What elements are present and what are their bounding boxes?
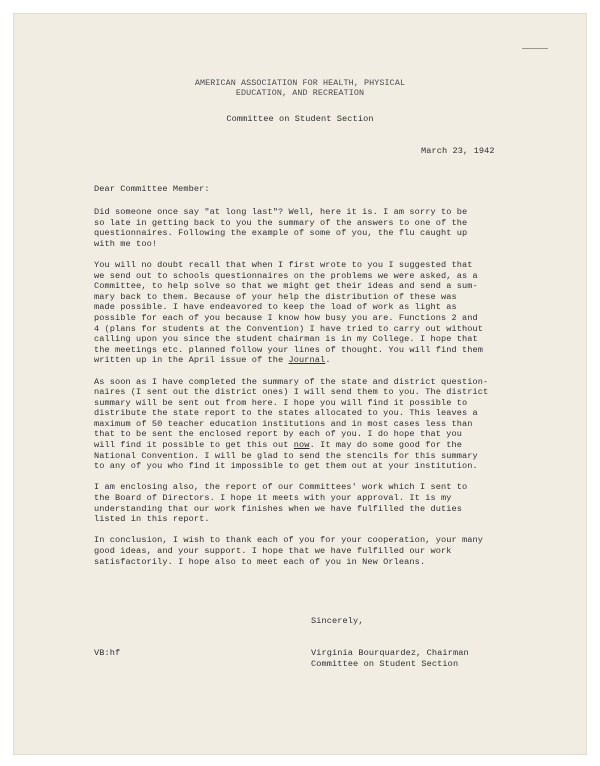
text-line: distribute the state report to the states allocated to you. This leaves a bbox=[94, 408, 478, 419]
typist-initials: VB:hf bbox=[94, 648, 121, 658]
text-line: to any of you who find it impossible to get them out at your institution. bbox=[94, 461, 478, 472]
text-line: naires (I sent out the district ones) I will send them to you. The district bbox=[94, 387, 489, 398]
now-underlined: now bbox=[293, 440, 310, 451]
text-line: questionnaires. Following the example of some of you, the flu caught up bbox=[94, 228, 468, 239]
paragraph-2 bbox=[94, 260, 529, 366]
paragraph-4 bbox=[94, 482, 529, 524]
signature-name: Virginia Bourquardez, Chairman bbox=[311, 648, 469, 658]
letter-content bbox=[14, 14, 586, 754]
text-line: satisfactorily. I hope also to meet each of you in New Orleans. bbox=[94, 556, 426, 567]
text-fragment: will find it possible to get this out bbox=[94, 440, 294, 451]
text-fragment: . bbox=[325, 355, 331, 366]
salutation: Dear Committee Member: bbox=[94, 184, 210, 194]
text-line: good ideas, and your support. I hope that we have fulfilled our work bbox=[94, 546, 452, 556]
letterhead-line-2: EDUCATION, AND RECREATION bbox=[235, 88, 365, 99]
text-line: 4 (plans for students at the Convention) I have tried to carry out without bbox=[94, 323, 484, 334]
text-line: Did someone once say "at long last"? Well, here it is. I am sorry to be bbox=[94, 207, 468, 217]
text-line: understanding that our work finishes when we have fulfilled the duties bbox=[94, 503, 462, 514]
paragraph-5 bbox=[94, 535, 529, 567]
text-line: the Board of Directors. I hope it meets with your approval. It is my bbox=[94, 493, 452, 504]
committee-line: Committee on Student Section bbox=[226, 114, 374, 124]
letter-page bbox=[14, 14, 586, 754]
text-line: calling upon you since the student chairman is in my College. I hope that bbox=[94, 334, 478, 345]
text-line: In conclusion, I wish to thank each of you for your cooperation, your many bbox=[94, 535, 484, 546]
text-line: You will no doubt recall that when I first wrote to you I suggested that bbox=[94, 259, 473, 270]
text-line: we send out to schools questionnaires on the problems we were asked, as a bbox=[94, 270, 478, 281]
letterhead bbox=[14, 78, 586, 98]
text-line: the meetings etc. planned follow your lines of thought. You will find them bbox=[94, 344, 484, 355]
text-line: listed in this report. bbox=[94, 514, 210, 525]
text-line bbox=[94, 355, 529, 366]
text-line: that to be sent the enclosed report by each of you. I do hope that you bbox=[94, 429, 462, 440]
letterhead-line-1: AMERICAN ASSOCIATION FOR HEALTH, PHYSICAL bbox=[194, 78, 406, 88]
letter-date: March 23, 1942 bbox=[421, 146, 495, 156]
closing: Sincerely, bbox=[311, 616, 364, 626]
text-line: possible for each of you because I know how busy you are. Functions 2 and bbox=[94, 312, 478, 323]
signature-title: Committee on Student Section bbox=[311, 659, 459, 669]
text-line bbox=[94, 440, 529, 451]
journal-underlined: Journal bbox=[288, 355, 326, 366]
letter-body bbox=[94, 207, 529, 578]
text-line: I am enclosing also, the report of our Committees' work which I sent to bbox=[94, 482, 468, 493]
text-line: As soon as I have completed the summary of the state and district question- bbox=[94, 376, 489, 387]
text-line: summary will be sent out from here. I hope you will find it possible to bbox=[94, 397, 468, 408]
paragraph-1 bbox=[94, 207, 529, 249]
text-line: made possible. I have endeavored to keep the load of work as light as bbox=[94, 302, 457, 313]
text-line: maximum of 50 teacher education institutions and in most cases less than bbox=[94, 418, 473, 429]
text-fragment: written up in the April issue of the bbox=[94, 355, 289, 366]
paragraph-3 bbox=[94, 377, 529, 472]
text-line: with me too! bbox=[94, 238, 158, 249]
text-fragment: . It may do some good for the bbox=[309, 440, 463, 451]
text-line: mary back to them. Because of your help the distribution of these was bbox=[94, 291, 457, 302]
text-line: National Convention. I will be glad to send the stencils for this summary bbox=[94, 450, 478, 461]
text-line: so late in getting back to you the summary of the answers to one of the bbox=[94, 217, 468, 228]
text-line: Committee, to help solve so that we might get their ideas and send a sum- bbox=[94, 281, 478, 292]
